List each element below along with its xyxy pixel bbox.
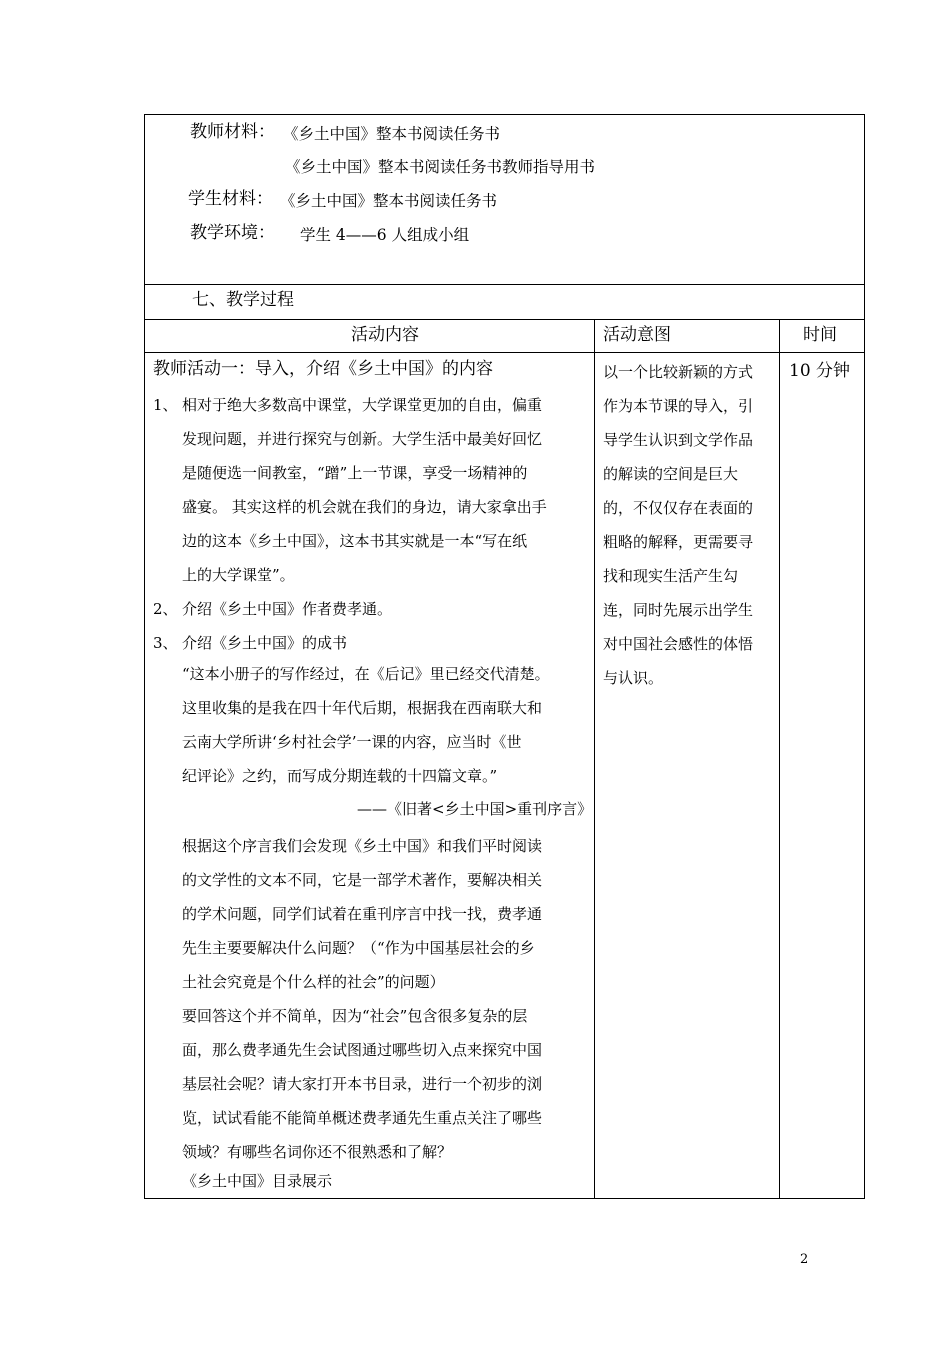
environment-label: 教学环境：	[190, 223, 275, 243]
time-value: 10 分钟	[789, 361, 851, 381]
item-line: 盛宴。 其实这样的机会就在我们的身边，请大家拿出手	[182, 498, 547, 516]
teacher-materials-item-2: 《乡土中国》整本书阅读任务书教师指导用书	[285, 158, 596, 176]
rule-section-bottom	[144, 319, 865, 320]
rule-col2	[779, 319, 780, 1199]
item-number: 1、	[153, 396, 178, 414]
item-number: 2、	[153, 600, 178, 618]
table-frame	[144, 114, 865, 1199]
body-line: 领域？有哪些名词你还不很熟悉和了解？	[182, 1143, 453, 1161]
intent-line: 的解读的空间是巨大	[603, 465, 739, 483]
section-title: 七、教学过程	[192, 290, 294, 310]
body-line: 根据这个序言我们会发现《乡土中国》和我们平时阅读	[182, 837, 543, 855]
quote-line: 云南大学所讲‘乡村社会学’一课的内容，应当时《世	[182, 733, 522, 751]
item-line: 边的这本《乡土中国》，这本书其实就是一本“写在纸	[182, 532, 528, 550]
body-line: 的学术问题，同学们试着在重刊序言中找一找，费孝通	[182, 905, 543, 923]
item-line: 介绍《乡土中国》作者费孝通。	[182, 600, 393, 618]
page-number: 2	[800, 1252, 809, 1267]
header-activity-intent: 活动意图	[603, 325, 671, 345]
body-line: 面，那么费孝通先生会试图通过哪些切入点来探究中国	[182, 1041, 543, 1059]
intent-line: 连，同时先展示出学生	[603, 601, 754, 619]
item-line: 相对于绝大多数高中课堂，大学课堂更加的自由，偏重	[182, 396, 543, 414]
body-line: 基层社会呢？请大家打开本书目录，进行一个初步的浏	[182, 1075, 543, 1093]
body-line: 《乡土中国》目录展示	[182, 1172, 333, 1190]
body-line: 览，试试看能不能简单概述费孝通先生重点关注了哪些	[182, 1109, 543, 1127]
intent-line: 对中国社会感性的体悟	[603, 635, 754, 653]
item-line: 介绍《乡土中国》的成书	[182, 634, 348, 652]
intent-line: 粗略的解释，更需要寻	[603, 533, 754, 551]
intent-line: 导学生认识到文学作品	[603, 431, 754, 449]
environment-item: 学生 4——6 人组成小组	[300, 226, 470, 244]
item-line: 发现问题，并进行探究与创新。大学生活中最美好回忆	[182, 430, 543, 448]
teacher-materials-label: 教师材料：	[190, 122, 275, 142]
quote-line: 纪评论》之约，而写成分期连载的十四篇文章。”	[182, 767, 498, 785]
quote-line: “这本小册子的写作经过，在《后记》里已经交代清楚。	[182, 665, 550, 683]
rule-materials-bottom	[144, 284, 865, 285]
intent-line: 与认识。	[603, 669, 664, 687]
item-line: 上的大学课堂”。	[182, 566, 295, 584]
intent-line: 以一个比较新颖的方式	[603, 363, 754, 381]
body-line: 的文学性的文本不同，它是一部学术著作，要解决相关	[182, 871, 543, 889]
activity-title: 教师活动一：导入，介绍《乡土中国》的内容	[153, 359, 493, 379]
body-line: 土社会究竟是个什么样的社会”的问题）	[182, 973, 445, 991]
student-materials-label: 学生材料：	[188, 189, 273, 209]
body-line: 要回答这个并不简单，因为“社会”包含很多复杂的层	[182, 1007, 528, 1025]
teacher-materials-item-1: 《乡土中国》整本书阅读任务书	[283, 125, 501, 143]
header-time: 时间	[803, 325, 837, 345]
student-materials-item: 《乡土中国》整本书阅读任务书	[280, 192, 498, 210]
rule-header-bottom	[144, 352, 865, 353]
body-line: 先生主要要解决什么问题？（“作为中国基层社会的乡	[182, 939, 535, 957]
intent-line: 的，不仅仅存在表面的	[603, 499, 754, 517]
item-number: 3、	[153, 634, 178, 652]
quote-source: ——《旧著<乡土中国>重刊序言》	[357, 800, 593, 818]
quote-line: 这里收集的是我在四十年代后期，根据我在西南联大和	[182, 699, 543, 717]
rule-col1	[594, 319, 595, 1199]
intent-line: 作为本节课的导入，引	[603, 397, 754, 415]
intent-line: 找和现实生活产生勾	[603, 567, 739, 585]
item-line: 是随便选一间教室，“蹭”上一节课，享受一场精神的	[182, 464, 528, 482]
header-activity-content: 活动内容	[351, 325, 419, 345]
